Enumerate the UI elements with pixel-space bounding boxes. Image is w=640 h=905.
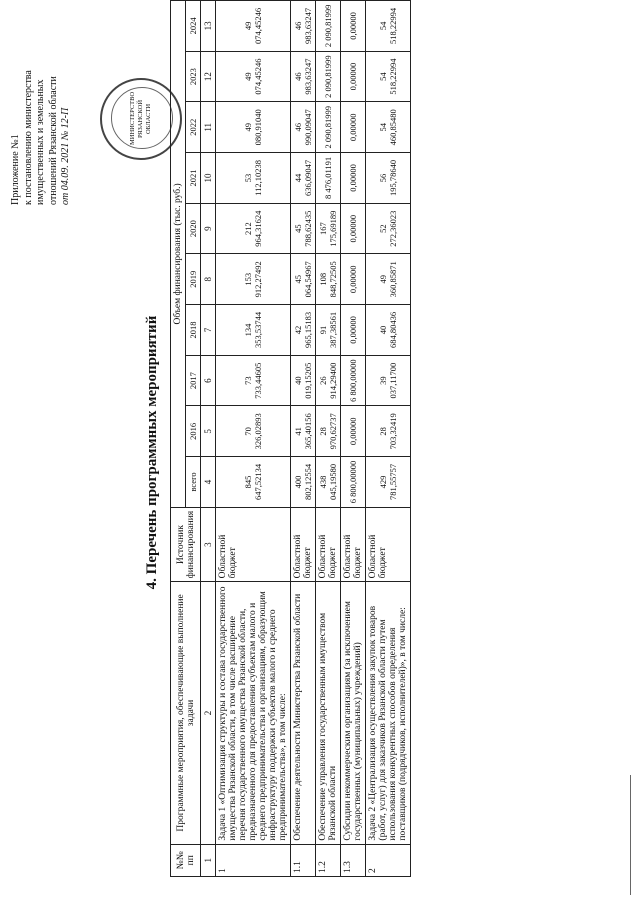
row-value: 0,00000: [341, 1, 366, 52]
row-value: 167 175,69189: [316, 203, 341, 254]
row-value: 49 080,91040: [216, 102, 291, 153]
approval-date-line: от 04.09. 2021 № 12-П: [60, 107, 71, 205]
row-value: 73 733,44605: [216, 355, 291, 406]
row-value: 40 019,15205: [291, 355, 316, 406]
row-value: 45 788,62435: [291, 203, 316, 254]
row-value: 8 476,01191: [316, 153, 341, 204]
seal-text: МИНИСТЕРСТВО РЯЗАНСКОЙ ОБЛАСТИ: [129, 91, 152, 145]
approval-line: Приложение №1: [10, 134, 21, 205]
row-value: 56 195,78640: [366, 153, 411, 204]
row-value: 45 064,54967: [291, 254, 316, 305]
row-value: 0,00000: [341, 102, 366, 153]
row-value: 52 272,36023: [366, 203, 411, 254]
column-number: 12: [201, 51, 216, 102]
approval-line: к постановлению министерства: [22, 70, 34, 205]
row-value: 0,00000: [341, 203, 366, 254]
row-value: 40 684,80436: [366, 305, 411, 356]
header-year: 2021: [186, 153, 201, 204]
row-value: 6 800,00000: [341, 457, 366, 508]
row-value: 153 912,27492: [216, 254, 291, 305]
row-number: 1: [216, 844, 291, 876]
header-year: 2019: [186, 254, 201, 305]
measures-table: [170, 0, 411, 877]
row-value: 2 090,81999: [316, 1, 341, 52]
row-task: Задача 2 «Централизация осуществления закупок товаров (работ, услуг) для заказчиков Рязанской области путем использования конкурентных способов определения поставщиков (подрядчиков, исполнителей)», в том числе:: [366, 582, 411, 844]
header-year: 2022: [186, 102, 201, 153]
row-value: 91 387,38561: [316, 305, 341, 356]
column-number-row: [201, 1, 216, 877]
header-year: 2020: [186, 203, 201, 254]
approval-line: имущественных и земельных: [35, 79, 46, 205]
column-number: 2: [201, 582, 216, 844]
row-value: 134 353,53744: [216, 305, 291, 356]
column-number: 3: [201, 507, 216, 582]
row-value: 46 983,63247: [291, 51, 316, 102]
column-number: 5: [201, 406, 216, 457]
row-value: 28 703,32419: [366, 406, 411, 457]
row-source: Областной бюджет: [316, 507, 341, 582]
column-number: 1: [201, 844, 216, 876]
header-num: №№ пп: [171, 844, 201, 876]
row-value: 42 965,15183: [291, 305, 316, 356]
row-value: 46 983,63247: [291, 1, 316, 52]
row-value: 108 848,72505: [316, 254, 341, 305]
row-value: 2 090,81999: [316, 51, 341, 102]
page-title: 4. Перечень программных мероприятий: [144, 315, 160, 590]
row-source: Областной бюджет: [341, 507, 366, 582]
header-year: 2018: [186, 305, 201, 356]
column-number: 9: [201, 203, 216, 254]
header-year: 2024: [186, 1, 201, 52]
header-total: всего: [186, 457, 201, 508]
row-source: Областной бюджет: [366, 507, 411, 582]
row-value: 26 914,29400: [316, 355, 341, 406]
column-number: 7: [201, 305, 216, 356]
row-source: Областной бюджет: [216, 507, 291, 582]
header-year: 2023: [186, 51, 201, 102]
row-value: 6 800,00000: [341, 355, 366, 406]
row-task: Задача 1 «Оптимизация структуры и состава государственного имущества Рязанской области, в том числе расширение перечня государственного имущества Рязанской области, предназначенного для предоставления субъектам малого и среднего предпринимательства и организациям, образующим инфраструктуру поддержки субъектов малого и среднего предпринимательства», в том числе:: [216, 582, 291, 844]
row-value: 0,00000: [341, 406, 366, 457]
header-year: 2016: [186, 406, 201, 457]
row-number: 1.2: [316, 844, 341, 876]
row-value: 28 970,62737: [316, 406, 341, 457]
approval-line: отношений Рязанской области: [47, 76, 59, 205]
row-value: 49 360,85871: [366, 254, 411, 305]
row-value: 0,00000: [341, 51, 366, 102]
row-value: 438 045,19580: [316, 457, 341, 508]
row-number: 1.3: [341, 844, 366, 876]
row-task: Обеспечение деятельности Министерства Рязанской области: [291, 582, 316, 844]
row-value: 0,00000: [341, 153, 366, 204]
row-value: 39 037,11700: [366, 355, 411, 406]
row-value: 70 326,02893: [216, 406, 291, 457]
column-number: 6: [201, 355, 216, 406]
row-value: 0,00000: [341, 305, 366, 356]
column-number: 11: [201, 102, 216, 153]
column-number: 4: [201, 457, 216, 508]
row-value: 54 460,85480: [366, 102, 411, 153]
row-number: 2: [366, 844, 411, 876]
row-task: Субсидии некоммерческим организациям (за исключением государственных (муниципальных) учреждений): [341, 582, 366, 844]
row-value: 429 781,55757: [366, 457, 411, 508]
row-number: 1.1: [291, 844, 316, 876]
table-body: [216, 1, 411, 877]
table-row: [366, 1, 411, 877]
table-row: [216, 1, 291, 877]
approval-block: [10, 15, 73, 205]
header-source: Источник финансирования: [171, 507, 201, 582]
table-row: [341, 1, 366, 877]
row-value: 54 518,22994: [366, 1, 411, 52]
row-value: 41 365,40156: [291, 406, 316, 457]
row-value: 2 090,81999: [316, 102, 341, 153]
column-number: 8: [201, 254, 216, 305]
header-year: 2017: [186, 355, 201, 406]
footer-rule: [630, 775, 631, 895]
table-row: [291, 1, 316, 877]
row-value: 49 074,45246: [216, 1, 291, 52]
row-value: 54 518,22994: [366, 51, 411, 102]
row-value: 0,00000: [341, 254, 366, 305]
row-task: Обеспечение управления государственным имуществом Рязанской области: [316, 582, 341, 844]
column-number: 13: [201, 1, 216, 52]
row-source: Областной бюджет: [291, 507, 316, 582]
header-task: Программные мероприятия, обеспечивающие выполнение задачи: [171, 582, 201, 844]
header-volume: Объем финансирования (тыс. руб.): [171, 1, 186, 508]
row-value: 46 990,09047: [291, 102, 316, 153]
row-value: 212 964,31624: [216, 203, 291, 254]
row-value: 49 074,45246: [216, 51, 291, 102]
column-number: 10: [201, 153, 216, 204]
row-value: 845 647,52134: [216, 457, 291, 508]
row-value: 400 802,12554: [291, 457, 316, 508]
row-value: 53 112,10238: [216, 153, 291, 204]
row-value: 44 636,09047: [291, 153, 316, 204]
table-row: [316, 1, 341, 877]
